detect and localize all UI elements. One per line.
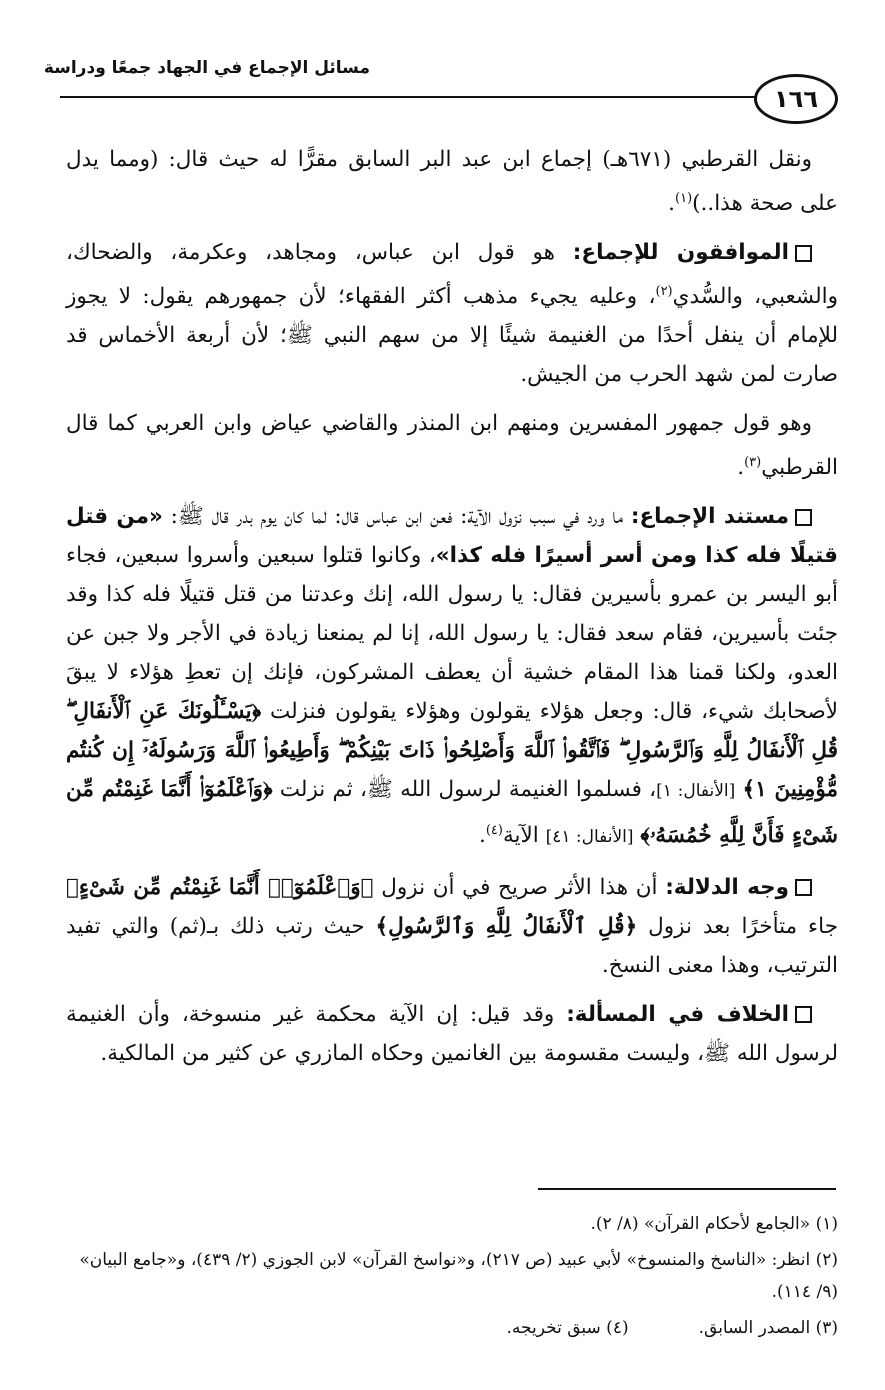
verse-ref-anfal-1: [الأنفال: ١] [656,781,736,802]
paragraph-dispute: الخلاف في المسألة: وقد قيل: إن الآية محكمة غير منسوخة، وأن الغنيمة لرسول الله ﷺ، وليست مقسومة بين الغانمين وحكاه المازري عن كثير من المالكية. [66,1001,838,1066]
paragraph-majority: وهو قول جمهور المفسرين ومنهم ابن المنذر والقاضي عياض وابن العربي كما قال القرطبي$^{(٣)}$. [66,411,838,481]
quran-verse-anfal-1: ﴿يَسْـَٔلُونَكَ عَنِ ٱلْأَنفَالِ ۖ قُلِ ٱلْأَنفَالُ لِلَّهِ وَٱلرَّسُولِ ۖ فَٱتَّقُوا۟ ٱللَّهَ وَأَصْلِحُوا۟ ذَاتَ بَيْنِكُمْ ۖ وَأَطِيعُوا۟ ٱللَّهَ وَرَسُولَهُۥٓ إِن كُنتُم مُّؤْمِنِينَ ١﴾ [66,699,838,803]
square-bullet-icon [795,245,812,262]
paragraph-basis: مستند الإجماع: ما ورد في سبب نزول الآية: فعن ابن عباس قال: لما كان يوم بدر قال ﷺ: «من قتل قتيلًا فله كذا ومن أسر أسيرًا فله كذا»، وكانوا قتلوا سبعين وأسروا سبعين، فجاء أبو اليسر بن عمرو بأسيرين فقال: يا رسول الله، إنك وعدتنا من قتل قتيلًا فله كذا وقد جئت بأسيرين، فقام سعد فقال: يا رسول الله، إنا لم يمنعنا زيادة في الأجر ولا جبن عن العدو، ولكنا قمنا هذا المقام خشية أن يعطف المشركون، فإنك إن تعطِ هؤلاء لا يبقَ لأصحابك شيء، قال: وجعل هؤلاء يقولون وهؤلاء يقولون فنزلت ﴿يَسْـَٔلُونَكَ عَنِ ٱلْأَنفَالِ ۖ قُلِ ٱلْأَنفَالُ لِلَّهِ وَٱلرَّسُولِ ۖ فَٱتَّقُوا۟ ٱللَّهَ وَأَصْلِحُوا۟ ذَاتَ بَيْنِكُمْ ۖ وَأَطِيعُوا۟ ٱللَّهَ وَرَسُولَهُۥٓ إِن كُنتُم مُّؤْمِنِينَ ١﴾ [الأنفال: ١]، فسلموا الغنيمة لرسول الله ﷺ، ثم نزلت ﴿وَٱعْلَمُوٓا۟ أَنَّمَا غَنِمْتُم مِّن شَىْءٍ فَأَنَّ لِلَّهِ خُمُسَهُۥ﴾ [الأنفال: ٤١] الآية$^{(٤)}$. [66,504,838,849]
square-bullet-icon [795,509,812,526]
section-label-dispute: الخلاف في المسألة: [566,1001,789,1027]
section-label-evidence: وجه الدلالة: [665,874,789,900]
paragraph-agreeing: الموافقون للإجماع: هو قول ابن عباس، ومجاهد، وعكرمة، والضحاك، والشعبي، والسُّدي$^{(٢)}$، وعليه يجيء مذهب أكثر الفقهاء؛ لأن جمهورهم يقول: لا يجوز للإمام أن ينفل أحدًا من الغنيمة شيئًا إلا من سهم النبي ﷺ؛ لأن أربعة الأخماس قد صارت لمن شهد الحرب من الجيش. [66,240,838,388]
paragraph-evidence: وجه الدلالة: أن هذا الأثر صريح في أن نزول ﴿وَٱعْلَمُوٓا۟ أَنَّمَا غَنِمْتُم مِّن شَىْءٍ﴾ جاء متأخرًا بعد نزول ﴿قُلِ ٱلْأَنفَالُ لِلَّهِ وَٱلرَّسُولِ﴾ حيث رتب ذلك بـ(ثم) والتي تفيد الترتيب، وهذا معنى النسخ. [66,874,838,978]
header-rule [60,96,760,98]
section-label-agreeing: الموافقون للإجماع: [572,240,789,266]
footnote-4: (٤) سبق تخريجه. [506,1318,629,1338]
quran-verse-anfal-41: ﴿وَٱعْلَمُوٓا۟ أَنَّمَا غَنِمْتُم مِّن شَىْءٍ فَأَنَّ لِلَّهِ خُمُسَهُۥ﴾ [66,777,838,849]
running-header-title: مسائل الإجماع في الجهاد جمعًا ودراسة [43,58,370,78]
quran-verse-inline-2: ﴿قُلِ ٱلْأَنفَالُ لِلَّهِ وَٱلرَّسُولِ﴾ [375,913,638,939]
footnote-ref-2: (٢) [655,284,673,300]
page-number: ١٦٦ [774,85,818,113]
footnote-ref-4: (٤) [485,823,503,839]
footnote-2: (٢) انظر: «الناسخ والمنسوخ» لأبي عبيد (ص ٢١٧)، و«نواسخ القرآن» لابن الجوزي (٢/ ٤٣٩)، و«جامع البيان» (٩/ ١١٤). [79,1250,838,1302]
page-number-badge [754,74,838,124]
footnote-divider [538,1188,836,1190]
footnote-row [66,1312,838,1344]
footnotes [66,1208,838,1344]
footnote-1: (١) «الجامع لأحكام القرآن» (٨/ ٢). [590,1214,838,1234]
square-bullet-icon [795,1006,812,1023]
footnote-ref-1: (١) [675,191,693,206]
paragraph-quote-qurtubi: ونقل القرطبي (٦٧١هـ) إجماع ابن عبد البر السابق مقرًّا له حيث قال: (ومما يدل على صحة هذا..)$^{(١)}$. [66,147,838,217]
square-bullet-icon [795,879,812,896]
quran-verse-inline-1: ﴿وَٱعْلَمُوٓا۟ أَنَّمَا غَنِمْتُم مِّن شَىْءٍ﴾ [66,874,374,900]
verse-ref-anfal-41: [الأنفال: ٤١] [545,827,634,848]
main-text [66,140,838,1083]
footnote-ref-3: (٣) [744,455,762,471]
hadith-quote: «من قتل قتيلًا فله كذا ومن أسر أسيرًا فله كذا» [66,504,838,569]
footnote-3: (٣) المصدر السابق. [698,1318,838,1338]
section-label-basis: مستند الإجماع: [630,504,790,530]
